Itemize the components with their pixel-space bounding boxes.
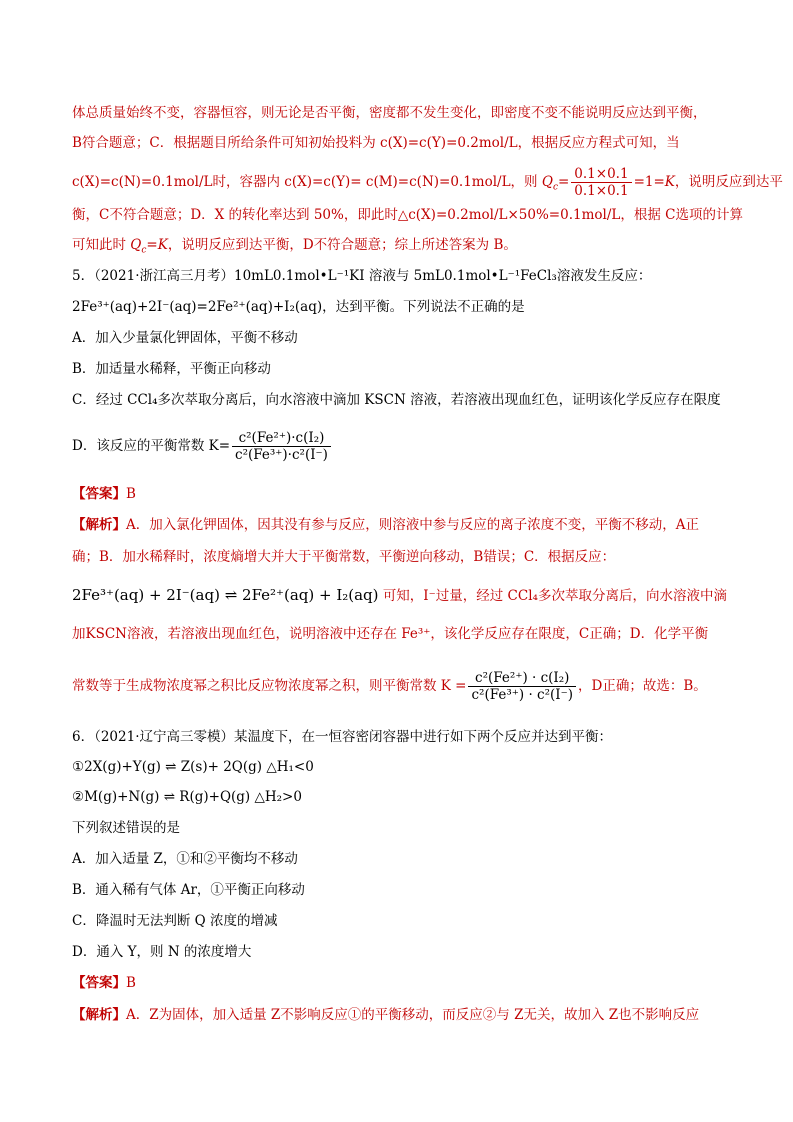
q5-analysis-line-5: 常数等于生成物浓度幂之积比反应物浓度幂之积，则平衡常数 K = $\frac{\text{c²(Fe²⁺) · c(I₂)}}{\text{c²(Fe³⁺) · c²(I⁻)}}$ ，D正确；故选：B。 [72,670,707,703]
prev-analysis-line-2: B符合题意；C．根据题目所给条件可知初始投料为 c(X)=c(Y)=0.2mol/L，根据反应方程式可知，当 [72,135,680,151]
q6-stem: 下列叙述错误的是 [72,820,180,836]
prev-analysis-line-4: 衡，C不符合题意；D．X 的转化率达到 50%，即此时△c(X)=0.2mol/L×50%=0.1mol/L，根据 C选项的计算 [72,207,743,223]
q5-analysis-line-1: 【解析】A．加入氯化钾固体，因其没有参与反应，则溶液中参与反应的离子浓度不变，平衡不移动，A正 [72,517,699,533]
q6-title: 6．（2021·辽宁高三零模）某温度下，在一恒容密闭容器中进行如下两个反应并达到平衡： [72,729,612,745]
q6-reaction-2: ②M(g)+N(g) ⇌ R(g)+Q(g) △H₂>0 [72,789,302,805]
equilibrium-constant-fraction-2: $\frac{\text{c²(Fe²⁺) · c(I₂)}}{\text{c²(Fe³⁺) · c²(I⁻)}}$ [468,670,576,703]
q6-option-a: A．加入适量 Z，①和②平衡均不移动 [72,851,298,867]
q5-analysis-line-4: 加KSCN溶液，若溶液出现血红色，说明溶液中还存在 Fe³⁺，该化学反应存在限度，C正确；D．化学平衡 [72,626,709,642]
q5-answer: 【答案】B [72,486,136,502]
q5-equation: 2Fe³⁺(aq)+2I⁻(aq)=2Fe²⁺(aq)+I₂(aq)，达到平衡。下列说法不正确的是 [72,299,525,315]
q6-option-d: D．通入 Y，则 N 的浓度增大 [72,944,252,960]
q5-option-d: D．该反应的平衡常数 K= $\frac{\text{c²(Fe²⁺)·c(I₂)}}{\text{c²(Fe³⁺)·c²(I⁻)}}$ [72,426,333,466]
q5-option-a: A．加入少量氯化钾固体，平衡不移动 [72,330,298,346]
q6-analysis-line-1: 【解析】A．Z为固体，加入适量 Z不影响反应①的平衡移动，而反应②与 Z无关，故加入 Z也不影响反应 [72,1007,700,1023]
q6-option-c: C．降温时无法判断 Q 浓度的增减 [72,913,278,929]
q6-reaction-1: ①2X(g)+Y(g) ⇌ Z(s)+ 2Q(g) △H₁<0 [72,759,314,775]
equilibrium-constant-fraction: $\frac{\text{c²(Fe²⁺)·c(I₂)}}{\text{c²(Fe³⁺)·c²(I⁻)}}$ [232,430,331,463]
prev-analysis-line-1: 体总质量始终不变，容器恒容，则无论是否平衡，密度都不发生变化，即密度不变不能说明反应达到平衡， [72,105,707,121]
q6-answer: 【答案】B [72,975,136,991]
q5-option-b: B．加适量水稀释，平衡正向移动 [72,361,271,377]
q5-analysis-line-2: 确；B．加水稀释时，浓度熵增大并大于平衡常数，平衡逆向移动，B错误；C．根据反应： [72,549,616,565]
prev-analysis-line-3: c(X)=c(N)=0.1mol/L时，容器内 c(X)=c(Y)= c(M)=c(N)=0.1mol/L，则 $Q_c=$ $\frac{0.1\times 0.1}{0.1\times 0.1}$ =1=K，说明反应到达平 [72,166,783,199]
q-fraction: $\frac{0.1\times 0.1}{0.1\times 0.1}$ [571,166,631,199]
prev-analysis-line-5: 可知此时 $Q_c=K$，说明反应到达平衡，D不符合题意；综上所述答案为 B。 [72,237,517,256]
reaction-equation: 2Fe³⁺(aq) + 2I⁻(aq) ⇌ 2Fe²⁺(aq) + I₂(aq) [72,586,379,604]
q5-title: 5．（2021·浙江高三月考）10mL0.1mol•L⁻¹KI 溶液与 5mL0.1mol•L⁻¹FeCl₃溶液发生反应： [72,268,652,284]
q6-option-b: B．通入稀有气体 Ar，①平衡正向移动 [72,882,305,898]
q5-option-c: C．经过 CCl₄多次萃取分离后，向水溶液中滴加 KSCN 溶液，若溶液出现血红色，证明该化学反应存在限度 [72,392,721,408]
q5-analysis-line-3: 2Fe³⁺(aq) + 2I⁻(aq) ⇌ 2Fe²⁺(aq) + I₂(aq) 可知，I⁻过量，经过 CCl₄多次萃取分离后，向水溶液中滴 [72,586,727,604]
